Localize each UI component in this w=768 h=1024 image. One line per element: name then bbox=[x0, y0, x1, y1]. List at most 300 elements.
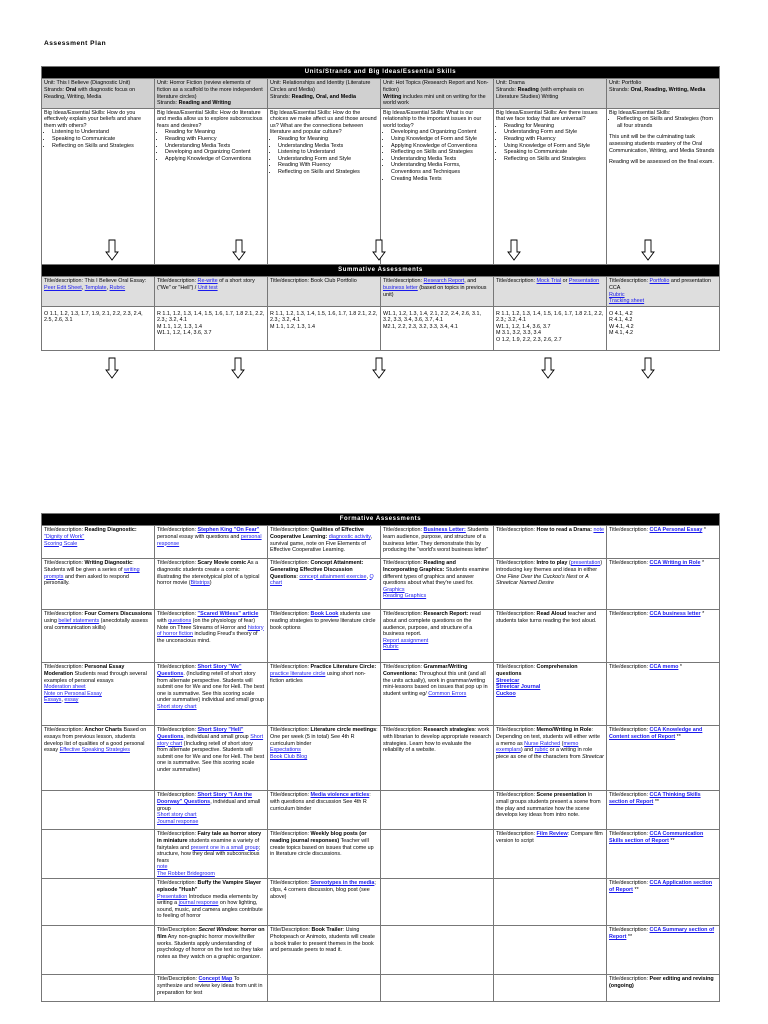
text-run: : One per week (5 in total) See 4th R curriculum binder bbox=[270, 727, 378, 747]
text-run: Comprehension questions bbox=[496, 664, 578, 677]
unit-title: Unit: Horror Fiction (review elements of fiction as a scaffold to the more independent literature circles) bbox=[157, 80, 263, 100]
summative-description bbox=[268, 277, 381, 306]
formative-cell bbox=[494, 610, 607, 663]
text-run: including Freud's theory of the unconscious mind. bbox=[157, 631, 258, 644]
text-run: Weekly blog posts (or reading journal responses) bbox=[270, 831, 367, 844]
unit-strands bbox=[496, 87, 604, 100]
text-run: teacher and students take turns reading the text aloud. bbox=[496, 611, 597, 624]
text-run: Peer editing and revising (ongoing) bbox=[609, 976, 714, 990]
text-run: : Using Photopeach or Animoto, students will create a book trailer to present themes in the book and persuade peers to read it. bbox=[270, 927, 375, 954]
link[interactable]: CCA Communication Skills section of Report bbox=[609, 831, 704, 844]
big-ideas-text: Big Ideas/Essential Skills: bbox=[609, 109, 671, 116]
down-arrow-icon bbox=[372, 239, 386, 261]
text-run: Title/description: bbox=[157, 727, 198, 734]
link[interactable]: Report assignment bbox=[383, 637, 429, 644]
summative-description-row bbox=[42, 277, 720, 306]
link[interactable]: Streetcar bbox=[496, 677, 520, 684]
expectation-line: R 1.1, 1.2, 1.3, 1.4, 1.5, 1.6, 1.7, 1.8 2.1, 2.2, 2.3,; 3.2, 4.1 bbox=[270, 310, 378, 324]
expectation-line: M 1.1, 1.2, 1.3, 1.4 bbox=[157, 323, 202, 330]
empty-cell bbox=[494, 975, 607, 1002]
text-run: Title/description: bbox=[157, 831, 198, 838]
text-run: , bbox=[106, 284, 110, 291]
text-run: ( bbox=[567, 560, 571, 567]
link[interactable]: Tracking sheet bbox=[609, 298, 645, 305]
summative-expectations bbox=[607, 306, 720, 350]
link[interactable]: Short Story "I Am the Doorway" Questions bbox=[157, 792, 253, 805]
skill-item: • Applying Knowledge of Conventions bbox=[391, 143, 491, 150]
text-run: Grammar/Writing Conventions: bbox=[383, 664, 468, 677]
link[interactable]: writing prompts bbox=[44, 566, 140, 580]
link[interactable]: Book Club Blog bbox=[270, 753, 308, 760]
link[interactable]: note bbox=[157, 864, 168, 871]
link[interactable]: CCA memo bbox=[649, 664, 679, 671]
formative-cell bbox=[607, 830, 720, 879]
link[interactable]: Peer Edit Sheet bbox=[44, 284, 82, 291]
text-run: Title/description: bbox=[383, 664, 424, 671]
strands-rest: (with emphasis on Literature Studies) Writing bbox=[496, 86, 584, 100]
formative-cell bbox=[155, 663, 268, 726]
link[interactable]: Expectations bbox=[270, 747, 301, 754]
formative-cell bbox=[607, 526, 720, 559]
formative-header: Formative Assessments bbox=[42, 514, 720, 526]
text-run: * bbox=[702, 527, 706, 534]
text-run: Book Trailer bbox=[311, 927, 343, 934]
text-run: Title/description: This I Believe Oral Essay: bbox=[44, 278, 147, 285]
formative-cell bbox=[42, 526, 155, 559]
skills-list bbox=[44, 129, 152, 149]
formative-row bbox=[42, 926, 720, 975]
link[interactable]: Rubric bbox=[109, 284, 126, 291]
summative-expectations-row bbox=[42, 306, 720, 350]
text-run: Buffy the Vampire Slayer episode "Hush" bbox=[157, 880, 262, 894]
text-run: Title/description: bbox=[609, 831, 650, 838]
text-run: Four Corners Discussions bbox=[84, 611, 152, 618]
link[interactable]: CCA Writing in Role bbox=[649, 560, 701, 567]
text-run: personal essay with questions and bbox=[157, 533, 241, 540]
link[interactable]: Journal response bbox=[157, 818, 199, 825]
summative-description bbox=[155, 277, 268, 306]
link[interactable]: Short Story "We" Questions bbox=[157, 664, 242, 677]
summative-table bbox=[41, 264, 720, 351]
text-run: read about and complete questions on the audience, purpose, and structure of a business report. bbox=[383, 611, 481, 638]
link[interactable]: Common Errors bbox=[428, 690, 467, 697]
formative-cell bbox=[607, 879, 720, 926]
text-run: : bbox=[296, 573, 300, 580]
text-run: or a writing in role piece as one of the characters from bbox=[496, 747, 593, 760]
summative-header: Summative Assessments bbox=[42, 265, 720, 277]
text-run: ) and bbox=[520, 747, 535, 754]
expectation-line: R 4.1, 4.2 bbox=[609, 317, 633, 324]
text-run: (anecdotally assess oral communication skills) bbox=[44, 617, 148, 631]
link[interactable]: Q chart bbox=[270, 573, 374, 587]
skill-item: • Understanding Media Texts bbox=[278, 143, 378, 150]
link[interactable]: Reading Graphics bbox=[383, 593, 427, 600]
skill-item: • Understanding Media Texts bbox=[391, 156, 491, 163]
summative-expectations bbox=[268, 306, 381, 350]
text-run: Title/description: bbox=[383, 560, 424, 567]
text-run: Title/description: bbox=[496, 792, 537, 799]
strands-rest: with diagnostic focus on Reading, Writing, Media bbox=[44, 86, 136, 100]
formative-cell bbox=[155, 879, 268, 926]
text-run: Based on essays from previous lesson, students develop list of qualities of a good personal essay bbox=[44, 727, 147, 754]
text-run: Title/description: bbox=[44, 611, 85, 618]
link[interactable]: Presentation bbox=[157, 893, 188, 900]
link[interactable]: memo exemplars bbox=[496, 740, 579, 754]
skill-item: • Reading for Meaning bbox=[278, 136, 378, 143]
text-run: (Including retell of short story from alternate perspective. Students will submit one for We and one for Hell. The best one is summative. See this scoring scale under summative) bbox=[157, 740, 265, 773]
down-arrow-icon bbox=[641, 357, 655, 379]
link[interactable]: Rubric bbox=[609, 291, 625, 298]
formative-row bbox=[42, 526, 720, 559]
empty-cell bbox=[268, 975, 381, 1002]
text-run: Title/description: bbox=[157, 792, 198, 799]
formative-cell bbox=[155, 926, 268, 975]
text-run: , bbox=[81, 284, 85, 291]
text-run: with bbox=[157, 617, 169, 624]
link[interactable]: Portfolio bbox=[649, 278, 670, 285]
down-arrow-icon bbox=[105, 239, 119, 261]
text-run: . (Including retell of short story from alternate perspective. Students will submit one for We and one for Hell. The best one is summative. See this scoring scale under summative) individual and small group bbox=[157, 670, 265, 704]
link[interactable]: Bitstrips bbox=[190, 580, 210, 587]
formative-cell bbox=[607, 926, 720, 975]
text-run: : Students will be given a series of bbox=[44, 560, 134, 573]
formative-cell bbox=[268, 663, 381, 726]
text-run: Title/description: bbox=[383, 727, 424, 734]
empty-cell bbox=[42, 926, 155, 975]
text-run: students use reading strategies to preview literature circle book options bbox=[270, 611, 376, 631]
text-run: Intro to play bbox=[536, 560, 568, 567]
big-ideas-text: Big Ideas/Essential Skills: How do literature and media allow us to explore subconscious fears and desires? bbox=[157, 109, 263, 129]
empty-cell bbox=[381, 926, 494, 975]
text-run: Introduce media elements by writing a bbox=[157, 893, 258, 907]
link[interactable]: CCA Personal Essay bbox=[649, 527, 703, 534]
link[interactable]: CCA Application section of Report bbox=[609, 880, 713, 894]
link[interactable]: Rubric bbox=[383, 644, 399, 651]
empty-cell bbox=[381, 791, 494, 830]
skill-item: • Reflecting on Skills and Strategies bbox=[504, 156, 604, 163]
expectation-line: W1.1, 1.2, 1.4, 3.6, 3.7 bbox=[496, 323, 551, 330]
text-run: Writing Diagnostic bbox=[84, 560, 133, 567]
formative-row bbox=[42, 559, 720, 610]
text-run: or bbox=[561, 278, 569, 285]
expectation-line: M 4.1, 4.2 bbox=[609, 330, 633, 337]
text-run: Title/description: bbox=[44, 664, 85, 671]
expectation-line: O 1.1, 1.2, 1.3, 1.7, 1.9, 2.1, 2.2, 2.3, 2.4, 2.5, 2.6, 3.1 bbox=[44, 310, 143, 324]
text-run: Title/description: bbox=[270, 560, 311, 567]
formative-cell bbox=[494, 663, 607, 726]
formative-cell bbox=[607, 791, 720, 830]
text-run: using bbox=[44, 617, 59, 624]
formative-cell bbox=[381, 559, 494, 610]
formative-cell bbox=[494, 726, 607, 791]
link[interactable]: Template bbox=[84, 284, 107, 291]
text-run: Qualities of Effective Cooperative Learning: bbox=[270, 527, 364, 540]
text-run: Scene presentation bbox=[536, 792, 587, 799]
unit-note: This unit will be the culminating task assessing students mastery of the Oral Communication, Writing, and Media Strands bbox=[609, 134, 715, 154]
text-run: on how lighting, sound, music, and camera angles contribute to feeling of horror bbox=[157, 900, 263, 920]
unit-strands bbox=[157, 100, 265, 107]
link[interactable]: Essays bbox=[44, 697, 62, 704]
text-run: Title/description: bbox=[609, 664, 650, 671]
link[interactable]: Scoring Scale bbox=[44, 540, 78, 547]
skill-item: • Speaking to Communicate bbox=[504, 149, 604, 156]
text-run: Title/description: bbox=[609, 611, 650, 618]
link[interactable]: Short Story "Hell" Questions bbox=[157, 727, 244, 740]
formative-cell bbox=[494, 830, 607, 879]
text-run: Title/description: bbox=[609, 278, 650, 285]
text-run: Research Report: bbox=[423, 611, 469, 618]
skill-item: • Using Knowledge of Form and Style bbox=[391, 136, 491, 143]
link[interactable]: Re-write bbox=[197, 278, 218, 285]
formative-row bbox=[42, 610, 720, 663]
link[interactable]: Concept Map bbox=[198, 976, 233, 983]
text-run: Memo/Writing in Role bbox=[536, 727, 592, 734]
formative-cell bbox=[268, 559, 381, 610]
link[interactable]: Effective Speaking Strategies bbox=[59, 747, 130, 754]
down-arrow-icon bbox=[105, 357, 119, 379]
link[interactable]: essay bbox=[64, 697, 79, 704]
skill-item: • Listening to Understand bbox=[278, 149, 378, 156]
formative-cell bbox=[42, 559, 155, 610]
text-run: Students read through several examples of personal essays bbox=[44, 670, 147, 684]
text-run: Fairy tale as horror story in miniature bbox=[157, 831, 262, 844]
arrow-row bbox=[41, 357, 720, 381]
expectation-line: M2.1, 2.2, 2.3, 3.2, 3.3, 3.4, 4.1 bbox=[383, 323, 458, 330]
summative-description bbox=[42, 277, 155, 306]
link[interactable]: rubric bbox=[534, 747, 549, 754]
text-run: ** bbox=[632, 887, 639, 894]
text-run: Title/description: bbox=[157, 527, 198, 534]
link[interactable]: history of horror fiction bbox=[157, 624, 264, 638]
text-run: Title/description: bbox=[496, 831, 537, 838]
link[interactable]: Short story chart bbox=[157, 703, 197, 710]
unit-cell bbox=[494, 79, 607, 108]
link[interactable]: "Scared Witless" article bbox=[197, 611, 259, 618]
link[interactable]: present one in a small group bbox=[190, 844, 259, 851]
link[interactable]: Stereotypes in the media bbox=[310, 880, 375, 887]
link[interactable]: Note on Personal Essay bbox=[44, 690, 102, 697]
link[interactable]: business letter bbox=[383, 284, 418, 291]
link[interactable]: CCA Summary section of Report bbox=[609, 927, 715, 941]
strands-rest: includes mini unit on writing for the world work bbox=[383, 93, 486, 107]
text-run: * bbox=[700, 611, 705, 618]
strands-bold: Oral, Reading, Writing, Media bbox=[630, 86, 706, 93]
skill-item: • Understanding Media Texts bbox=[165, 143, 265, 150]
text-run: Any non-graphic horror movie/thriller works. Students apply understanding of psychology of horror on the text so they take notes as they watch on a graphic organizer. bbox=[157, 934, 264, 960]
link[interactable]: The Robber Bridegroom bbox=[157, 870, 215, 877]
summative-description bbox=[381, 277, 494, 306]
text-run: Title/description: bbox=[383, 611, 424, 618]
text-run: Title/description: bbox=[496, 664, 537, 671]
link[interactable]: Research Report bbox=[423, 278, 465, 285]
formative-cell bbox=[607, 559, 720, 610]
link[interactable]: Book Look bbox=[310, 611, 339, 618]
empty-cell bbox=[381, 879, 494, 926]
link[interactable]: "Dignity of Work" bbox=[44, 533, 85, 540]
skill-item: • Reading with Fluency bbox=[504, 136, 604, 143]
empty-cell bbox=[381, 975, 494, 1002]
text-run: Title/description: bbox=[270, 664, 311, 671]
link[interactable]: CCA Knowledge and Content section of Report bbox=[609, 727, 703, 740]
formative-cell bbox=[381, 526, 494, 559]
text-run: Scary Movie comic bbox=[197, 560, 247, 567]
link[interactable]: questions bbox=[168, 617, 192, 624]
text-run: , survival game, note on Five Elements of Effective Cooperative Learning. bbox=[270, 533, 373, 554]
formative-cell bbox=[268, 526, 381, 559]
expectation-line: M 1.1, 1.2, 1.3, 1.4 bbox=[270, 323, 315, 330]
link[interactable]: Streetcar Journal bbox=[496, 684, 541, 691]
link[interactable]: concept attainment exercise bbox=[299, 573, 367, 580]
link[interactable]: Mock Trial bbox=[536, 278, 562, 285]
link[interactable]: Cuckoo bbox=[496, 690, 516, 697]
big-ideas-text: Big Ideas/Essential Skills: Are there issues that we face today that are universal? bbox=[496, 109, 598, 123]
unit-strands bbox=[383, 94, 491, 107]
link[interactable]: Nurse Ratched bbox=[524, 740, 561, 747]
unit-cell bbox=[381, 79, 494, 108]
text-run: * bbox=[678, 664, 683, 671]
down-arrow-icon bbox=[372, 357, 386, 379]
text-run: Reading Diagnostic: bbox=[84, 527, 137, 534]
empty-cell bbox=[42, 879, 155, 926]
text-run: Secret Window bbox=[198, 927, 238, 934]
text-run: , individual and small group bbox=[157, 798, 261, 812]
formative-cell bbox=[607, 726, 720, 791]
link[interactable]: Business Letter: bbox=[423, 527, 466, 534]
unit-title: Unit: Portfolio bbox=[609, 80, 642, 87]
link[interactable]: personal response bbox=[157, 533, 262, 547]
text-run: Concept Attainment: Generating Effective Discussion Questions bbox=[270, 560, 364, 580]
skill-item: • Creating Media Texts bbox=[391, 176, 491, 183]
formative-cell bbox=[268, 791, 381, 830]
down-arrow-icon bbox=[232, 239, 246, 261]
text-run: Title/description: bbox=[270, 792, 311, 799]
text-run: : Compare film version to script bbox=[496, 831, 603, 844]
text-run: Teacher will create topics based on issues that come up in literature circle discussions. bbox=[270, 837, 374, 858]
text-run: ** bbox=[675, 733, 681, 740]
unit-title: Unit: This I Believe (Diagnostic Unit) bbox=[44, 80, 131, 87]
formative-cell bbox=[155, 830, 268, 879]
text-run: Title/description: bbox=[609, 976, 650, 983]
summative-description bbox=[494, 277, 607, 306]
link[interactable]: Presentation bbox=[568, 278, 600, 285]
link[interactable]: belief statements bbox=[58, 617, 100, 624]
big-ideas-text: Big Ideas/Essential Skills: How do you effectively explain your beliefs and share them with others? bbox=[44, 109, 141, 129]
link[interactable]: Unit test bbox=[197, 284, 218, 291]
text-run: A Streetcar Named Desire bbox=[496, 573, 589, 587]
empty-cell bbox=[494, 926, 607, 975]
formative-cell bbox=[381, 663, 494, 726]
empty-cell bbox=[42, 791, 155, 830]
skill-item: • Understanding Form and Style bbox=[278, 156, 378, 163]
link[interactable]: Stephen King "On Fear" bbox=[197, 527, 260, 534]
link[interactable]: Moderation sheet bbox=[44, 684, 86, 691]
text-run: ; clips, 4 corners discussion, blog post (see above) bbox=[270, 880, 376, 900]
empty-cell bbox=[494, 879, 607, 926]
empty-cell bbox=[42, 975, 155, 1002]
link[interactable]: diagnostic activity bbox=[328, 533, 371, 540]
text-run: , bbox=[61, 697, 65, 704]
strands-label: Strands: bbox=[270, 93, 292, 100]
link[interactable]: practice literature circle bbox=[270, 670, 326, 677]
text-run: Title/description: bbox=[44, 527, 85, 534]
text-run: Title/description: bbox=[609, 560, 650, 567]
link[interactable]: journal response bbox=[178, 900, 219, 907]
expectation-line: O 1.2, 1.9, 2.2, 2.3, 2.6, 2.7 bbox=[496, 337, 562, 344]
link[interactable]: Media violence articles bbox=[310, 792, 370, 799]
formative-cell bbox=[268, 610, 381, 663]
text-run: or bbox=[577, 573, 586, 580]
text-run: As a diagnostic students create a comic illustrating the stereotypical plot of a typical horror movie ( bbox=[157, 560, 260, 587]
formative-row bbox=[42, 830, 720, 879]
link[interactable]: Short story chart bbox=[157, 733, 264, 747]
skill-item: • Reading With Fluency bbox=[278, 162, 378, 169]
text-run: of a short story ("We" or "Hell") / bbox=[157, 278, 255, 291]
formative-cell bbox=[155, 610, 268, 663]
skill-item: • Reflecting on Skills and Strategies bbox=[52, 143, 152, 150]
formative-cell bbox=[42, 610, 155, 663]
text-run: Title/Description: bbox=[157, 927, 199, 934]
text-run: Title/description: bbox=[157, 560, 198, 567]
units-header: Units/Strands and Big Ideas/Essential Skills bbox=[42, 67, 720, 79]
text-run: , and bbox=[464, 278, 477, 285]
text-run: Title/description: bbox=[609, 527, 650, 534]
skills-list bbox=[609, 116, 717, 129]
text-run: and then asked to respond personally. bbox=[44, 573, 129, 587]
text-run: Title/description: bbox=[44, 727, 85, 734]
big-ideas-text: Big Ideas/Essential Skills: What is our relationship to the important issues in our world today? bbox=[383, 109, 482, 129]
formative-row bbox=[42, 726, 720, 791]
empty-cell bbox=[42, 830, 155, 879]
text-run: Students learn audience, purpose, and structure of a business letter. They demonstrate this by producing the "world's worst business letter" bbox=[383, 527, 489, 554]
text-run: (on the physiology of fear) Note on Three Streams of Horror and bbox=[157, 617, 255, 631]
link[interactable]: Short story chart bbox=[157, 812, 197, 819]
big-ideas-text: Big Ideas/Essential Skills: How do the choices we make affect us and those around us? What are the connections between literature and popular culture? bbox=[270, 109, 377, 136]
formative-cell bbox=[494, 526, 607, 559]
text-run: Title/description: bbox=[383, 527, 424, 534]
text-run: , individual and small group bbox=[183, 733, 251, 740]
link[interactable]: Film Review bbox=[536, 831, 568, 838]
text-run: Title/description: bbox=[157, 278, 198, 285]
formative-row bbox=[42, 879, 720, 926]
skill-item: • Understanding Media Forms, Conventions and Techniques bbox=[391, 162, 491, 175]
formative-cell bbox=[381, 610, 494, 663]
text-run: Streetcar bbox=[582, 753, 604, 760]
link[interactable]: note bbox=[593, 527, 604, 534]
expectation-line: W1.1, 1.2, 1.3, 1.4, 2.1, 2.2, 2.4, 2.6, 3.1, 3.2, 3.3, 3.4, 3.6, 3.7, 4.1 bbox=[383, 310, 481, 324]
down-arrow-icon bbox=[507, 239, 521, 261]
text-run: Title/description: bbox=[496, 727, 537, 734]
unit-title: Unit: Relationships and Identity (Literature Circles and Media) bbox=[270, 80, 371, 93]
summative-expectations bbox=[494, 306, 607, 350]
summative-expectations bbox=[381, 306, 494, 350]
formative-cell bbox=[268, 926, 381, 975]
link[interactable]: CCA business letter bbox=[649, 611, 701, 618]
text-run: Title/description: bbox=[609, 880, 650, 887]
link[interactable]: CCA Thinking Skills section of Report bbox=[609, 792, 701, 805]
link[interactable]: Graphics bbox=[383, 586, 405, 593]
formative-cell bbox=[494, 791, 607, 830]
strands-bold: Oral bbox=[65, 86, 77, 93]
text-run: using short non-fiction articles bbox=[270, 670, 366, 684]
text-run: : work with librarian to develop appropriate research strategies. Learn how to evaluate the reliability of a website. bbox=[383, 727, 491, 754]
text-run: * bbox=[700, 560, 705, 567]
formative-cell bbox=[268, 726, 381, 791]
link[interactable]: presentation bbox=[570, 560, 601, 567]
skill-item: • Developing and Organizing Content bbox=[391, 129, 491, 136]
text-run: : with questions and discussion See 4th R curriculum binder bbox=[270, 792, 371, 812]
down-arrow-icon bbox=[641, 239, 655, 261]
text-run: Title/description: bbox=[609, 927, 650, 934]
